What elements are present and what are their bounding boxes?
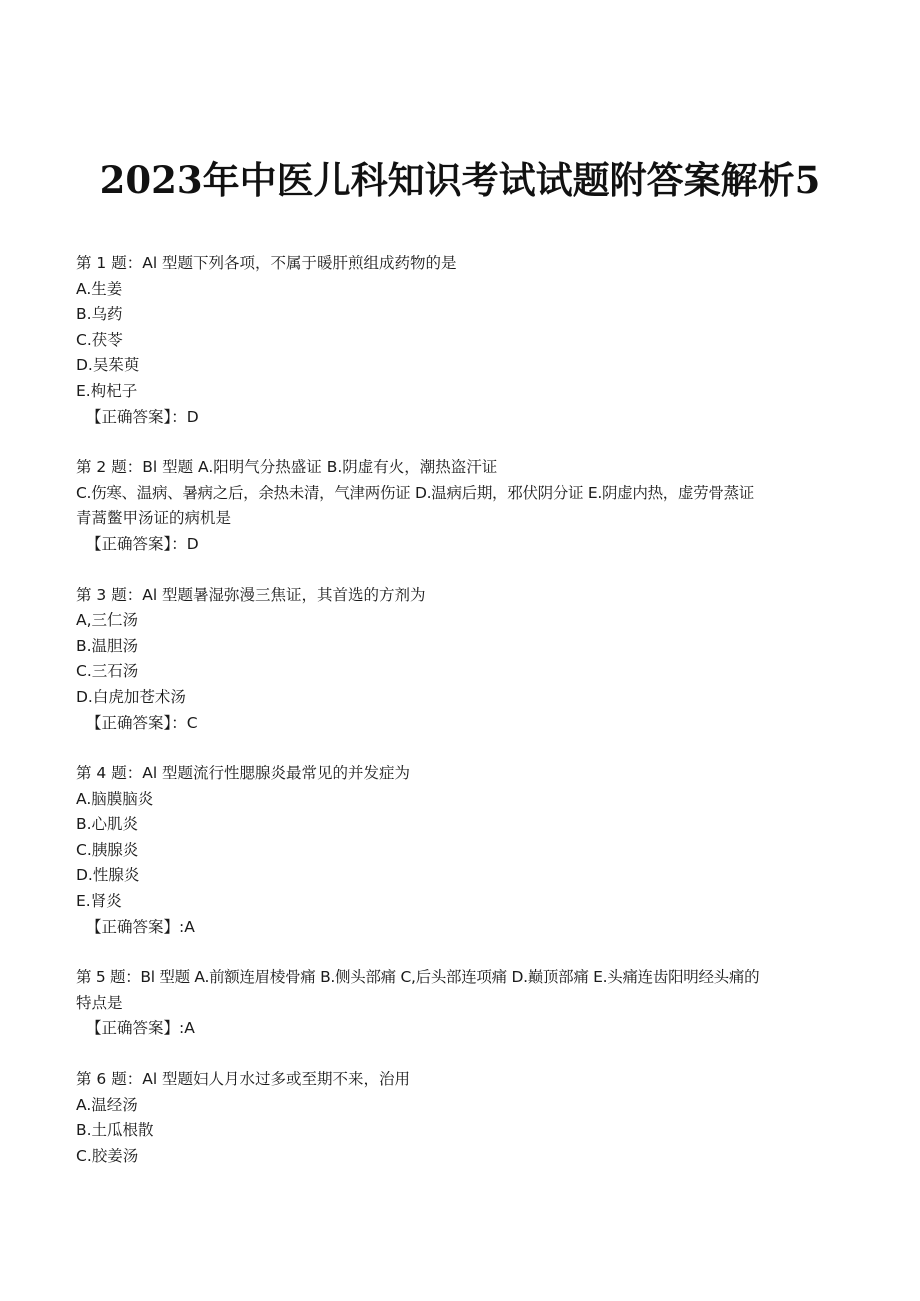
option: A,三仁汤 xyxy=(76,611,139,630)
question-stem: 第 2 题：Bl 型题 A.阳明气分热盛证 B.阴虚有火，潮热盗汗证 xyxy=(76,458,498,477)
option: A.脑膜脑炎 xyxy=(76,789,154,808)
question-6 xyxy=(76,1067,846,1169)
option: C.三石汤 xyxy=(76,662,139,681)
document-title: 2023年中医儿科知识考试试题附答案解析5 xyxy=(99,158,821,202)
option: D.吴茱萸 xyxy=(76,356,140,375)
option: B.乌药 xyxy=(76,305,123,324)
option: E.枸杞子 xyxy=(76,381,138,400)
option: B.土瓜根散 xyxy=(76,1121,154,1140)
option: 特点是 xyxy=(76,993,123,1012)
option: 青蒿鳖甲汤证的病机是 xyxy=(76,509,232,528)
question-2 xyxy=(76,455,846,557)
correct-answer: 【正确答案】：D xyxy=(86,407,199,426)
option: C.茯苓 xyxy=(76,330,123,349)
option: A.温经汤 xyxy=(76,1095,138,1114)
question-3 xyxy=(76,583,846,737)
option: D.性腺炎 xyxy=(76,866,140,885)
question-stem: 第 3 题：Al 型题暑湿弥漫三焦证，其首选的方剂为 xyxy=(76,585,426,604)
option: B.温胆汤 xyxy=(76,636,139,655)
question-stem: 第 1 题：Al 型题下列各项，不属于暖肝煎组成药物的是 xyxy=(76,254,457,272)
question-stem: 第 5 题：Bl 型题 A.前额连眉棱骨痛 B.侧头部痛 C,后头部连项痛 D.巅顶部痛 E.头痛连齿阳明经头痛的 xyxy=(76,968,760,987)
option: C.胶姜汤 xyxy=(76,1146,139,1165)
question-1 xyxy=(76,251,846,430)
option: E.肾炎 xyxy=(76,892,122,911)
question-stem: 第 4 题：Al 型题流行性腮腺炎最常见的并发症为 xyxy=(76,764,411,783)
correct-answer: 【正确答案】：D xyxy=(86,534,199,553)
correct-answer: 【正确答案】：C xyxy=(86,713,198,732)
option: D.白虎加苍术汤 xyxy=(76,687,186,706)
option: C.伤寒、温病、暑病之后，余热未清，气津两伤证 D.温病后期，邪伏阴分证 E.阴虚内热，虚劳骨蒸证 xyxy=(76,483,754,502)
correct-answer: 【正确答案】:A xyxy=(86,917,195,936)
option: A.生姜 xyxy=(76,279,123,298)
correct-answer: 【正确答案】:A xyxy=(86,1019,195,1038)
option: C.胰腺炎 xyxy=(76,840,139,859)
question-list xyxy=(76,251,846,1194)
question-5 xyxy=(76,965,846,1042)
question-stem: 第 6 题：Al 型题妇人月水过多或至期不来，治用 xyxy=(76,1070,411,1089)
question-4 xyxy=(76,761,846,940)
option: B.心肌炎 xyxy=(76,815,139,834)
